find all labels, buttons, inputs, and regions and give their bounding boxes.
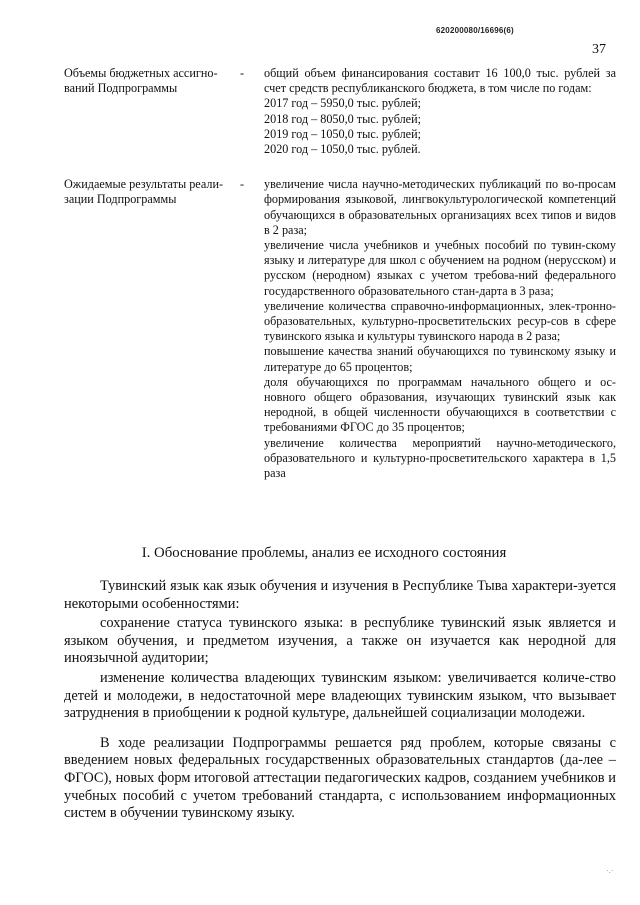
results-item: увеличение числа научно-методических публикаций по во-просам формирования языковой, лингвокультурологической компетенций обучающихся в образовательных организациях всех типов и видов в 2 раза; [264, 177, 616, 237]
passport-row-budget [64, 66, 616, 157]
section-heading: I. Обоснование проблемы, анализ ее исходного состояния [141, 545, 507, 561]
budget-label: Объемы бюджетных ассигно-ваний Подпрограммы [64, 66, 218, 96]
passport-table [64, 66, 616, 481]
results-item: увеличение количества справочно-информационных, элек-тронно-образовательных, культурно-просветительских ресур-сов в сфере тувинского языка и культуры тувинского народа в 2 раза; [264, 298, 616, 344]
body-paragraph: изменение количества владеющих тувинским языком: увеличивается количе-ство детей и молодежи, в недостаточной мере владеющих тувинским языком, что вызывает затруднения в приобщении к родной культуре, дальнейшей социализации молодежи. [64, 669, 616, 722]
budget-year-2018: 2018 год – 8050,0 тыс. рублей; [264, 111, 421, 126]
budget-intro: общий объем финансирования составит 16 100,0 тыс. рублей за счет средств республиканского бюджета, в том числе по годам: [264, 66, 616, 96]
passport-row-results [64, 177, 616, 481]
results-item: доля обучающихся по программам начального общего и ос-новного общего образования, изучающих тувинский язык как неродной, в общей численности обучающихся в соответствии с требованиями ФГОС до 35 процентов; [264, 374, 616, 435]
results-item: увеличение числа учебников и учебных пособий по тувин-скому языку и литературе для школ с обучением на родном (нерусском) и русском (неродном) языках с учетом требова-ний федерального государственного образовательного стан-дарта в 3 раза; [264, 238, 616, 298]
results-item: увеличение количества мероприятий научно-методического, образовательного и культурно-просветительского характера в 1,5 раза [264, 435, 616, 481]
budget-year-2017: 2017 год – 5950,0 тыс. рублей; [264, 96, 421, 111]
results-value [264, 177, 616, 481]
budget-value [264, 66, 616, 157]
results-item: повышение качества знаний обучающихся по тувинскому языку и литературе до 65 процентов; [264, 344, 616, 374]
section-body [64, 578, 616, 823]
results-label: Ожидаемые результаты реали-зации Подпрограммы [64, 177, 224, 207]
budget-year-2019: 2019 год – 1050,0 тыс. рублей; [264, 126, 421, 141]
body-paragraph: сохранение статуса тувинского языка: в республике тувинский язык является и языком обучения, и предметом изучения, а также он изучается как неродной для иноязычной аудитории; [64, 615, 616, 667]
body-paragraph: Тувинский язык как язык обучения и изучения в Республике Тыва характери-зуется некоторыми особенностями: [64, 578, 616, 612]
body-paragraph: В ходе реализации Подпрограммы решается ряд проблем, которые связаны с введением новых федеральных государственных образовательных стандартов (да-лее – ФГОС), новых форм итоговой аттестации педагогических кадров, созданием учебников и учебных пособий с учетом требований стандарта, с использованием информационных систем в обучении тувинскому языку. [64, 734, 616, 822]
budget-year-2020: 2020 год – 1050,0 тыс. рублей. [264, 142, 421, 157]
page-number: 37 [592, 42, 606, 57]
budget-dash: - [240, 66, 245, 80]
results-dash: - [240, 177, 245, 192]
scan-mark: ·.· [606, 866, 614, 875]
document-number: 620200080/16696(6) [436, 26, 514, 35]
